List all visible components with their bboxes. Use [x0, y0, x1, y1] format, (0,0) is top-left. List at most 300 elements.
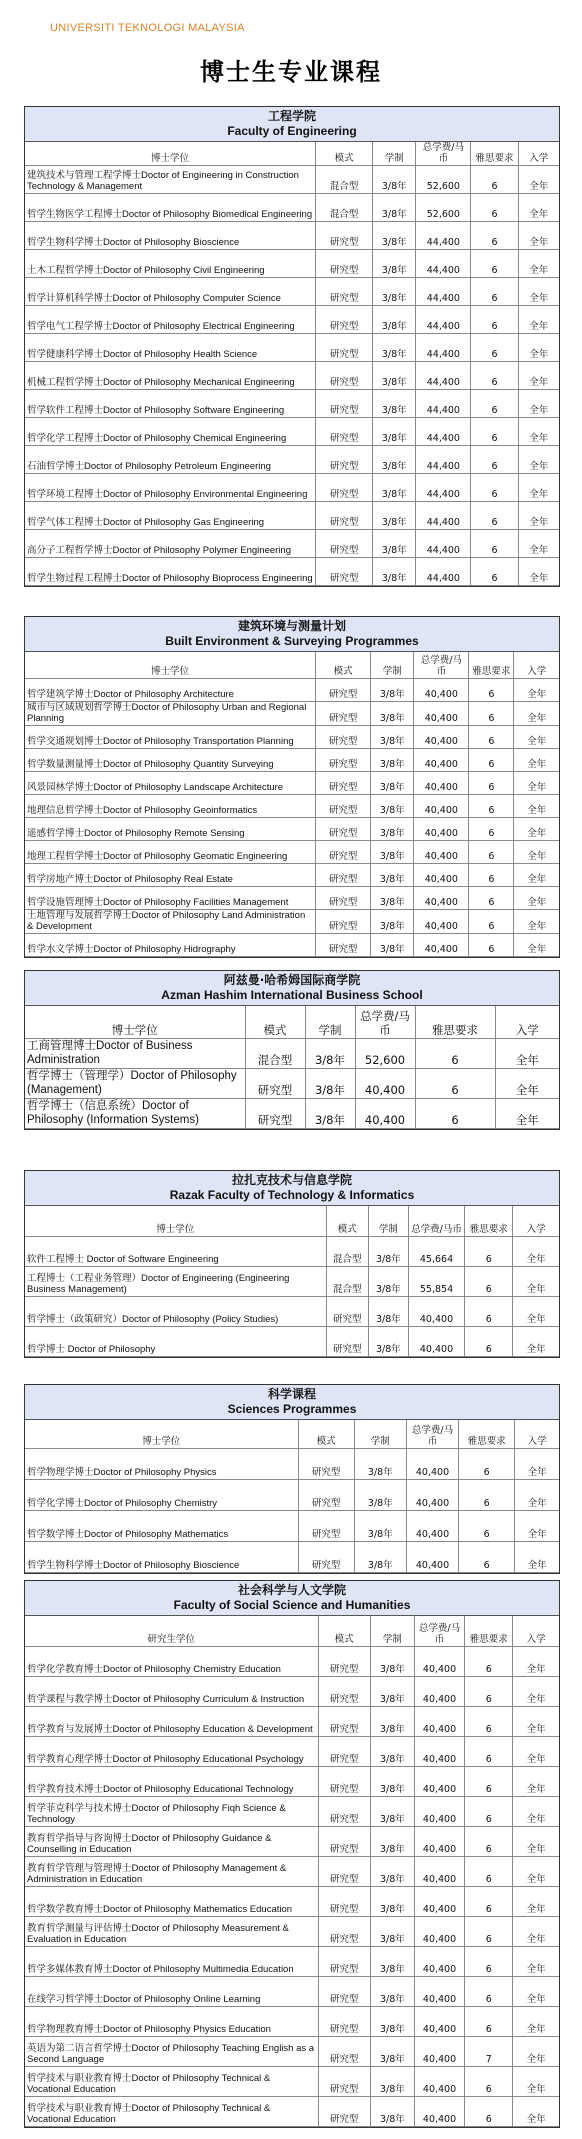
- cell-degree: 哲学教育技术博士Doctor of Philosophy Educational Technology: [25, 1766, 318, 1796]
- cell-ielts: 6: [471, 194, 518, 222]
- cell-ielts: 6: [471, 558, 518, 586]
- cell-intake: 全年: [514, 725, 559, 748]
- cell-fee: 40,400: [414, 678, 469, 701]
- cell-ielts: 6: [465, 1236, 513, 1266]
- cell-degree: 哲学博士（管理学）Doctor of Philosophy (Management): [25, 1068, 245, 1098]
- cell-duration: 3/8年: [371, 933, 414, 956]
- cell-ielts: 6: [415, 1038, 495, 1068]
- cell-fee: 40,400: [414, 1736, 464, 1766]
- table-row: [25, 1510, 559, 1541]
- cell-ielts: 6: [459, 1510, 515, 1541]
- cell-duration: 3/8年: [370, 2066, 414, 2096]
- cell-intake: 全年: [513, 2036, 559, 2066]
- cell-mode: 研究型: [316, 278, 373, 306]
- cell-fee: 40,400: [414, 1676, 464, 1706]
- program-table: [25, 1206, 559, 1357]
- cell-fee: 40,400: [414, 1946, 464, 1976]
- table-row: [25, 2096, 559, 2126]
- cell-fee: 40,400: [414, 1796, 464, 1826]
- column-header-ielts: 雅思要求: [415, 1006, 495, 1038]
- cell-intake: 全年: [513, 1326, 559, 1356]
- cell-mode: 研究型: [316, 863, 371, 886]
- cell-duration: 3/8年: [370, 2096, 414, 2126]
- cell-ielts: 6: [469, 701, 514, 725]
- cell-duration: 3/8年: [373, 390, 416, 418]
- cell-ielts: 6: [471, 166, 518, 194]
- cell-duration: 3/8年: [370, 1736, 414, 1766]
- cell-mode: 研究型: [316, 502, 373, 530]
- section-title-en: Azman Hashim International Business School: [161, 988, 423, 1002]
- cell-degree: 哲学技术与职业教育博士Doctor of Philosophy Technical & Vocational Education: [25, 2096, 318, 2126]
- table-row: [25, 794, 559, 817]
- section-built-environment-surveying-programmes: [24, 616, 560, 958]
- column-header-mode: 模式: [318, 1616, 370, 1646]
- table-row: [25, 1886, 559, 1916]
- cell-fee: 40,400: [414, 933, 469, 956]
- column-header-intake: 入学: [513, 1206, 559, 1236]
- cell-degree: 教育哲学管理与管理博士Doctor of Philosophy Management & Administration in Education: [25, 1856, 318, 1886]
- cell-intake: 全年: [518, 362, 559, 390]
- cell-intake: 全年: [513, 1886, 559, 1916]
- cell-degree: 建筑技术与管理工程学博士Doctor of Engineering in Construction Technology & Management: [25, 166, 316, 194]
- cell-degree: 遥感哲学博士Doctor of Philosophy Remote Sensing: [25, 817, 316, 840]
- cell-degree: 地理工程哲学博士Doctor of Philosophy Geomatic Engineering: [25, 840, 316, 863]
- section-header: [25, 1581, 559, 1616]
- table-row: [25, 558, 559, 586]
- section-title-en: Faculty of Engineering: [227, 124, 357, 138]
- table-row: [25, 748, 559, 771]
- cell-duration: 3/8年: [370, 1766, 414, 1796]
- cell-intake: 全年: [495, 1038, 559, 1068]
- cell-degree: 哲学教育心理学博士Doctor of Philosophy Educational Psychology: [25, 1736, 318, 1766]
- table-row: [25, 1098, 559, 1128]
- cell-mode: 研究型: [316, 474, 373, 502]
- table-row: [25, 1826, 559, 1856]
- cell-mode: 研究型: [316, 222, 373, 250]
- cell-intake: 全年: [513, 1676, 559, 1706]
- cell-intake: 全年: [495, 1098, 559, 1128]
- cell-degree: 哲学生物科学博士Doctor of Philosophy Bioscience: [25, 222, 316, 250]
- table-row: [25, 1676, 559, 1706]
- column-header-mode: 模式: [316, 652, 371, 678]
- table-row: [25, 530, 559, 558]
- cell-intake: 全年: [514, 748, 559, 771]
- cell-degree: 哲学化学教育博士Doctor of Philosophy Chemistry Education: [25, 1646, 318, 1676]
- table-row: [25, 1736, 559, 1766]
- cell-mode: 研究型: [316, 678, 371, 701]
- cell-intake: 全年: [514, 817, 559, 840]
- cell-mode: 研究型: [318, 2006, 370, 2036]
- cell-ielts: 6: [471, 474, 518, 502]
- cell-fee: 40,400: [406, 1448, 458, 1479]
- column-header-ielts: 雅思要求: [471, 142, 518, 166]
- cell-duration: 3/8年: [373, 446, 416, 474]
- cell-duration: 3/8年: [370, 1946, 414, 1976]
- section-sciences-programmes: [24, 1384, 560, 1574]
- cell-mode: 研究型: [318, 2036, 370, 2066]
- cell-ielts: 6: [469, 933, 514, 956]
- cell-fee: 40,400: [414, 863, 469, 886]
- cell-mode: 混合型: [245, 1038, 305, 1068]
- column-header-fee: 总学费/马币: [414, 652, 469, 678]
- cell-mode: 研究型: [318, 1676, 370, 1706]
- cell-fee: 40,400: [408, 1296, 464, 1326]
- cell-duration: 3/8年: [371, 863, 414, 886]
- cell-ielts: 6: [469, 678, 514, 701]
- cell-intake: 全年: [514, 840, 559, 863]
- cell-duration: 3/8年: [373, 194, 416, 222]
- table-row: [25, 1946, 559, 1976]
- cell-degree: 土地管理与发展哲学博士Doctor of Philosophy Land Administration & Development: [25, 909, 316, 933]
- cell-degree: 哲学电气工程学博士Doctor of Philosophy Electrical Engineering: [25, 306, 316, 334]
- cell-fee: 44,400: [416, 222, 471, 250]
- cell-mode: 研究型: [298, 1541, 354, 1572]
- table-row: [25, 1479, 559, 1510]
- cell-duration: 3/8年: [371, 817, 414, 840]
- university-brand: UNIVERSITI TEKNOLOGI MALAYSIA: [50, 22, 245, 34]
- section-azman-hashim-international-business-school: [24, 970, 560, 1130]
- cell-ielts: 6: [465, 1976, 513, 2006]
- cell-intake: 全年: [513, 1796, 559, 1826]
- cell-ielts: 6: [459, 1479, 515, 1510]
- cell-duration: 3/8年: [373, 558, 416, 586]
- table-row: [25, 1796, 559, 1826]
- column-header-degree: 研究生学位: [25, 1616, 318, 1646]
- cell-ielts: 6: [471, 418, 518, 446]
- table-row: [25, 502, 559, 530]
- cell-mode: 研究型: [318, 1856, 370, 1886]
- table-row: [25, 334, 559, 362]
- cell-degree: 哲学博士（政策研究）Doctor of Philosophy (Policy Studies): [25, 1296, 326, 1326]
- cell-fee: 40,400: [414, 1706, 464, 1736]
- cell-mode: 研究型: [316, 771, 371, 794]
- cell-ielts: 6: [471, 306, 518, 334]
- table-row: [25, 474, 559, 502]
- cell-fee: 40,400: [414, 1646, 464, 1676]
- column-header-ielts: 雅思要求: [459, 1420, 515, 1448]
- cell-duration: 3/8年: [354, 1541, 406, 1572]
- section-header: [25, 1171, 559, 1206]
- cell-fee: 44,400: [416, 278, 471, 306]
- table-row: [25, 362, 559, 390]
- section-razak-faculty-of-technology-informatics: [24, 1170, 560, 1358]
- section-title-zh: 建筑环境与测量计划: [237, 619, 346, 633]
- cell-degree: 城市与区域规划哲学博士Doctor of Philosophy Urban and Regional Planning: [25, 701, 316, 725]
- cell-ielts: 6: [471, 222, 518, 250]
- table-row: [25, 1038, 559, 1068]
- column-header-ielts: 雅思要求: [469, 652, 514, 678]
- table-row: [25, 1266, 559, 1296]
- cell-mode: 研究型: [316, 418, 373, 446]
- cell-fee: 40,400: [414, 725, 469, 748]
- cell-degree: 哲学健康科学博士Doctor of Philosophy Health Science: [25, 334, 316, 362]
- cell-degree: 哲学数学教育博士Doctor of Philosophy Mathematics Education: [25, 1886, 318, 1916]
- cell-fee: 44,400: [416, 334, 471, 362]
- cell-degree: 哲学生物科学博士Doctor of Philosophy Bioscience: [25, 1541, 298, 1572]
- table-header-row: [25, 142, 559, 166]
- cell-duration: 3/8年: [373, 278, 416, 306]
- cell-duration: 3/8年: [371, 794, 414, 817]
- cell-mode: 混合型: [326, 1266, 368, 1296]
- column-header-duration: 学制: [370, 1616, 414, 1646]
- cell-duration: 3/8年: [371, 678, 414, 701]
- cell-intake: 全年: [518, 166, 559, 194]
- cell-ielts: 6: [465, 2066, 513, 2096]
- cell-mode: 研究型: [316, 909, 371, 933]
- cell-fee: 44,400: [416, 502, 471, 530]
- column-header-fee: 总学费/马币: [355, 1006, 415, 1038]
- column-header-duration: 学制: [371, 652, 414, 678]
- cell-fee: 44,400: [416, 446, 471, 474]
- cell-degree: 英语为第二语言哲学博士Doctor of Philosophy Teaching English as a Second Language: [25, 2036, 318, 2066]
- cell-ielts: 6: [469, 794, 514, 817]
- cell-intake: 全年: [518, 558, 559, 586]
- cell-fee: 52,600: [416, 166, 471, 194]
- cell-degree: 哲学化学工程博士Doctor of Philosophy Chemical Engineering: [25, 418, 316, 446]
- table-row: [25, 1236, 559, 1266]
- table-row: [25, 701, 559, 725]
- section-title-zh: 工程学院: [267, 109, 316, 123]
- cell-fee: 40,400: [414, 2006, 464, 2036]
- cell-duration: 3/8年: [373, 418, 416, 446]
- cell-ielts: 6: [465, 1886, 513, 1916]
- cell-fee: 40,400: [414, 886, 469, 909]
- table-row: [25, 1326, 559, 1356]
- cell-ielts: 6: [415, 1098, 495, 1128]
- program-table: [25, 1420, 559, 1573]
- cell-ielts: 6: [465, 1916, 513, 1946]
- table-row: [25, 725, 559, 748]
- cell-ielts: 6: [465, 1706, 513, 1736]
- table-row: [25, 1856, 559, 1886]
- cell-fee: 44,400: [416, 530, 471, 558]
- cell-intake: 全年: [513, 2096, 559, 2126]
- table-header-row: [25, 652, 559, 678]
- cell-mode: 研究型: [316, 250, 373, 278]
- cell-intake: 全年: [513, 1296, 559, 1326]
- cell-degree: 哲学多媒体教育博士Doctor of Philosophy Multimedia Education: [25, 1946, 318, 1976]
- cell-intake: 全年: [513, 1766, 559, 1796]
- cell-intake: 全年: [513, 1736, 559, 1766]
- cell-fee: 40,400: [414, 1976, 464, 2006]
- cell-ielts: 6: [471, 502, 518, 530]
- cell-intake: 全年: [514, 933, 559, 956]
- column-header-fee: 总学费/马币: [406, 1420, 458, 1448]
- cell-duration: 3/8年: [354, 1448, 406, 1479]
- cell-intake: 全年: [515, 1448, 559, 1479]
- cell-intake: 全年: [513, 1826, 559, 1856]
- cell-intake: 全年: [495, 1068, 559, 1098]
- cell-degree: 哲学博士（信息系统）Doctor of Philosophy (Information Systems): [25, 1098, 245, 1128]
- cell-fee: 40,400: [355, 1068, 415, 1098]
- cell-mode: 研究型: [318, 2066, 370, 2096]
- cell-degree: 工程博士（工程业务管理）Doctor of Engineering (Engineering Business Management): [25, 1266, 326, 1296]
- cell-ielts: 6: [469, 909, 514, 933]
- cell-intake: 全年: [518, 250, 559, 278]
- cell-duration: 3/8年: [370, 1796, 414, 1826]
- cell-degree: 哲学房地产博士Doctor of Philosophy Real Estate: [25, 863, 316, 886]
- section-header: [25, 1385, 559, 1420]
- cell-ielts: 6: [469, 748, 514, 771]
- cell-intake: 全年: [513, 1976, 559, 2006]
- cell-intake: 全年: [514, 701, 559, 725]
- cell-fee: 44,400: [416, 306, 471, 334]
- cell-mode: 研究型: [316, 306, 373, 334]
- section-header: [25, 107, 559, 142]
- table-row: [25, 1976, 559, 2006]
- cell-mode: 研究型: [318, 1706, 370, 1736]
- cell-degree: 工商管理博士Doctor of Business Administration: [25, 1038, 245, 1068]
- column-header-intake: 入学: [518, 142, 559, 166]
- cell-fee: 40,400: [414, 771, 469, 794]
- cell-duration: 3/8年: [371, 748, 414, 771]
- cell-fee: 40,400: [414, 1856, 464, 1886]
- column-header-mode: 模式: [316, 142, 373, 166]
- cell-fee: 55,854: [408, 1266, 464, 1296]
- cell-ielts: 6: [459, 1541, 515, 1572]
- cell-intake: 全年: [513, 2006, 559, 2036]
- section-title-zh: 科学课程: [267, 1387, 316, 1401]
- cell-duration: 3/8年: [371, 701, 414, 725]
- column-header-fee: 总学费/马币: [416, 142, 471, 166]
- table-row: [25, 1706, 559, 1736]
- cell-ielts: 6: [471, 530, 518, 558]
- cell-intake: 全年: [518, 194, 559, 222]
- cell-mode: 研究型: [245, 1098, 305, 1128]
- cell-degree: 哲学计算机科学博士Doctor of Philosophy Computer Science: [25, 278, 316, 306]
- table-row: [25, 2006, 559, 2036]
- cell-intake: 全年: [513, 1266, 559, 1296]
- table-row: [25, 817, 559, 840]
- cell-mode: 研究型: [298, 1448, 354, 1479]
- program-table: [25, 1616, 559, 2127]
- cell-degree: 哲学博士 Doctor of Philosophy: [25, 1326, 326, 1356]
- cell-degree: 哲学软件工程博士Doctor of Philosophy Software Engineering: [25, 390, 316, 418]
- cell-degree: 机械工程哲学博士Doctor of Philosophy Mechanical Engineering: [25, 362, 316, 390]
- cell-intake: 全年: [518, 530, 559, 558]
- cell-intake: 全年: [515, 1510, 559, 1541]
- cell-ielts: 6: [465, 1296, 513, 1326]
- cell-intake: 全年: [518, 418, 559, 446]
- cell-ielts: 6: [465, 1766, 513, 1796]
- table-row: [25, 886, 559, 909]
- cell-duration: 3/8年: [371, 771, 414, 794]
- cell-mode: 研究型: [316, 530, 373, 558]
- cell-fee: 40,400: [414, 1886, 464, 1916]
- column-header-duration: 学制: [354, 1420, 406, 1448]
- section-faculty-of-engineering: [24, 106, 560, 587]
- cell-ielts: 6: [471, 446, 518, 474]
- section-title-zh: 拉扎克技术与信息学院: [231, 1173, 352, 1187]
- column-header-ielts: 雅思要求: [465, 1616, 513, 1646]
- cell-duration: 3/8年: [370, 1676, 414, 1706]
- cell-degree: 教育哲学测量与评估博士Doctor of Philosophy Measurement & Evaluation in Education: [25, 1916, 318, 1946]
- cell-ielts: 6: [465, 1856, 513, 1886]
- cell-mode: 研究型: [318, 1946, 370, 1976]
- table-row: [25, 1766, 559, 1796]
- cell-ielts: 6: [465, 2096, 513, 2126]
- section-title-en: Razak Faculty of Technology & Informatics: [169, 1188, 415, 1202]
- cell-degree: 哲学交通规划博士Doctor of Philosophy Transportation Planning: [25, 725, 316, 748]
- table-row: [25, 840, 559, 863]
- column-header-mode: 模式: [298, 1420, 354, 1448]
- cell-ielts: 6: [465, 1646, 513, 1676]
- cell-mode: 研究型: [326, 1326, 368, 1356]
- cell-ielts: 6: [469, 725, 514, 748]
- cell-duration: 3/8年: [373, 306, 416, 334]
- cell-mode: 研究型: [316, 933, 371, 956]
- cell-fee: 40,400: [414, 2096, 464, 2126]
- page-title: 博士生专业课程: [200, 57, 382, 86]
- cell-degree: 哲学菲克科学与技术博士Doctor of Philosophy Fiqh Science & Technology: [25, 1796, 318, 1826]
- cell-duration: 3/8年: [373, 530, 416, 558]
- cell-fee: 52,600: [416, 194, 471, 222]
- cell-duration: 3/8年: [370, 1976, 414, 2006]
- cell-mode: 研究型: [318, 1736, 370, 1766]
- cell-ielts: 6: [465, 1826, 513, 1856]
- table-row: [25, 2066, 559, 2096]
- cell-duration: 3/8年: [368, 1236, 408, 1266]
- table-header-row: [25, 1616, 559, 1646]
- column-header-degree: 博士学位: [25, 1006, 245, 1038]
- cell-intake: 全年: [514, 771, 559, 794]
- table-header-row: [25, 1006, 559, 1038]
- column-header-fee: 总学费/马币: [408, 1206, 464, 1236]
- cell-degree: 土木工程哲学博士Doctor of Philosophy Civil Engineering: [25, 250, 316, 278]
- cell-duration: 3/8年: [370, 1826, 414, 1856]
- cell-mode: 研究型: [318, 1886, 370, 1916]
- cell-duration: 3/8年: [305, 1038, 355, 1068]
- cell-intake: 全年: [518, 222, 559, 250]
- cell-duration: 3/8年: [354, 1479, 406, 1510]
- section-title-zh: 阿兹曼·哈希姆国际商学院: [223, 973, 361, 987]
- cell-ielts: 6: [459, 1448, 515, 1479]
- table-row: [25, 1646, 559, 1676]
- cell-degree: 哲学技术与职业教育博士Doctor of Philosophy Technical & Vocational Education: [25, 2066, 318, 2096]
- program-table: [25, 142, 559, 586]
- cell-intake: 全年: [514, 863, 559, 886]
- table-header-row: [25, 1206, 559, 1236]
- section-title-en: Built Environment & Surveying Programmes: [165, 634, 419, 648]
- table-row: [25, 446, 559, 474]
- section-title-en: Faculty of Social Science and Humanities: [173, 1598, 411, 1612]
- cell-ielts: 6: [471, 250, 518, 278]
- table-row: [25, 933, 559, 956]
- table-row: [25, 278, 559, 306]
- cell-mode: 研究型: [298, 1479, 354, 1510]
- cell-degree: 哲学设施管理博士Doctor of Philosophy Facilities Management: [25, 886, 316, 909]
- cell-intake: 全年: [518, 474, 559, 502]
- cell-fee: 40,400: [406, 1510, 458, 1541]
- cell-duration: 3/8年: [305, 1068, 355, 1098]
- column-header-duration: 学制: [368, 1206, 408, 1236]
- cell-mode: 研究型: [316, 446, 373, 474]
- cell-mode: 研究型: [318, 1976, 370, 2006]
- cell-ielts: 6: [471, 278, 518, 306]
- cell-degree: 哲学课程与教学博士Doctor of Philosophy Curriculum & Instruction: [25, 1676, 318, 1706]
- cell-ielts: 6: [469, 771, 514, 794]
- cell-mode: 研究型: [318, 1766, 370, 1796]
- column-header-duration: 学制: [373, 142, 416, 166]
- table-row: [25, 909, 559, 933]
- cell-mode: 混合型: [316, 166, 373, 194]
- column-header-mode: 模式: [326, 1206, 368, 1236]
- cell-intake: 全年: [514, 909, 559, 933]
- cell-fee: 40,400: [414, 794, 469, 817]
- cell-degree: 软件工程博士 Doctor of Software Engineering: [25, 1236, 326, 1266]
- cell-degree: 哲学物理学博士Doctor of Philosophy Physics: [25, 1448, 298, 1479]
- cell-duration: 3/8年: [373, 334, 416, 362]
